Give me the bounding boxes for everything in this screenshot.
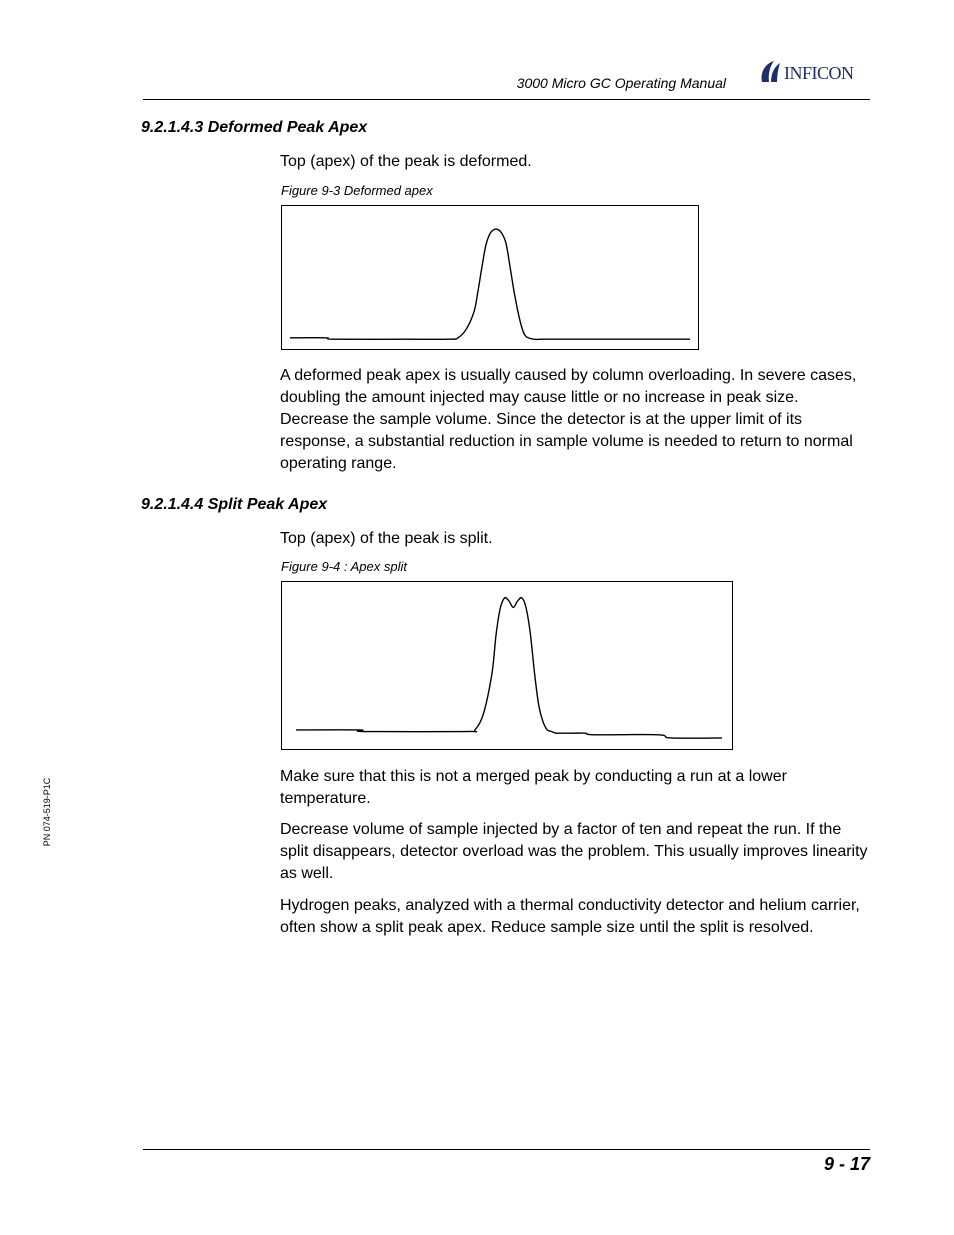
- paragraph: Hydrogen peaks, analyzed with a thermal conductivity detector and helium carrier, often show a split peak apex. Reduce sample size until the split is resolved.: [280, 897, 860, 936]
- section-intro: Top (apex) of the peak is deformed.: [280, 153, 532, 170]
- paragraph: Make sure that this is not a merged peak by conducting a run at a lower temperature.: [280, 768, 787, 807]
- footer-rule: [143, 1149, 870, 1150]
- figure-apex-split: [281, 581, 733, 750]
- paragraph: Decrease volume of sample injected by a factor of ten and repeat the run. If the split disappears, detector overload was the problem. This usually improves linearity as well.: [280, 821, 868, 882]
- manual-title: 3000 Micro GC Operating Manual: [516, 75, 726, 91]
- figure-caption: Figure 9-3 Deformed apex: [281, 183, 433, 198]
- peak-trace: [296, 598, 722, 739]
- page-number: 9 - 17: [823, 1154, 870, 1174]
- inficon-logo: [758, 58, 874, 86]
- paragraph: A deformed peak apex is usually caused by column overloading. In severe cases, doubling the amount injected may cause little or no increase in peak size. Decrease the sample volume. Since the detector is at the upper limit of its response, a substantial reduction in sample volume is needed to return to normal operating range.: [280, 367, 857, 472]
- section-heading-deformed-peak-apex: 9.2.1.4.3 Deformed Peak Apex: [141, 119, 368, 136]
- figure-caption: Figure 9-4 : Apex split: [281, 559, 407, 574]
- peak-trace: [290, 229, 690, 339]
- inficon-swirl-icon: [758, 58, 874, 86]
- header-rule: [143, 99, 870, 100]
- figure-deformed-apex: [281, 205, 699, 350]
- section-intro: Top (apex) of the peak is split.: [280, 530, 493, 547]
- chromatogram-deformed-apex: [282, 206, 698, 349]
- section-heading-split-peak-apex: 9.2.1.4.4 Split Peak Apex: [141, 496, 328, 513]
- part-number: PN 074-519-P1C: [42, 777, 52, 847]
- svg-text:INFICON: INFICON: [784, 63, 854, 83]
- chromatogram-apex-split: [282, 582, 732, 749]
